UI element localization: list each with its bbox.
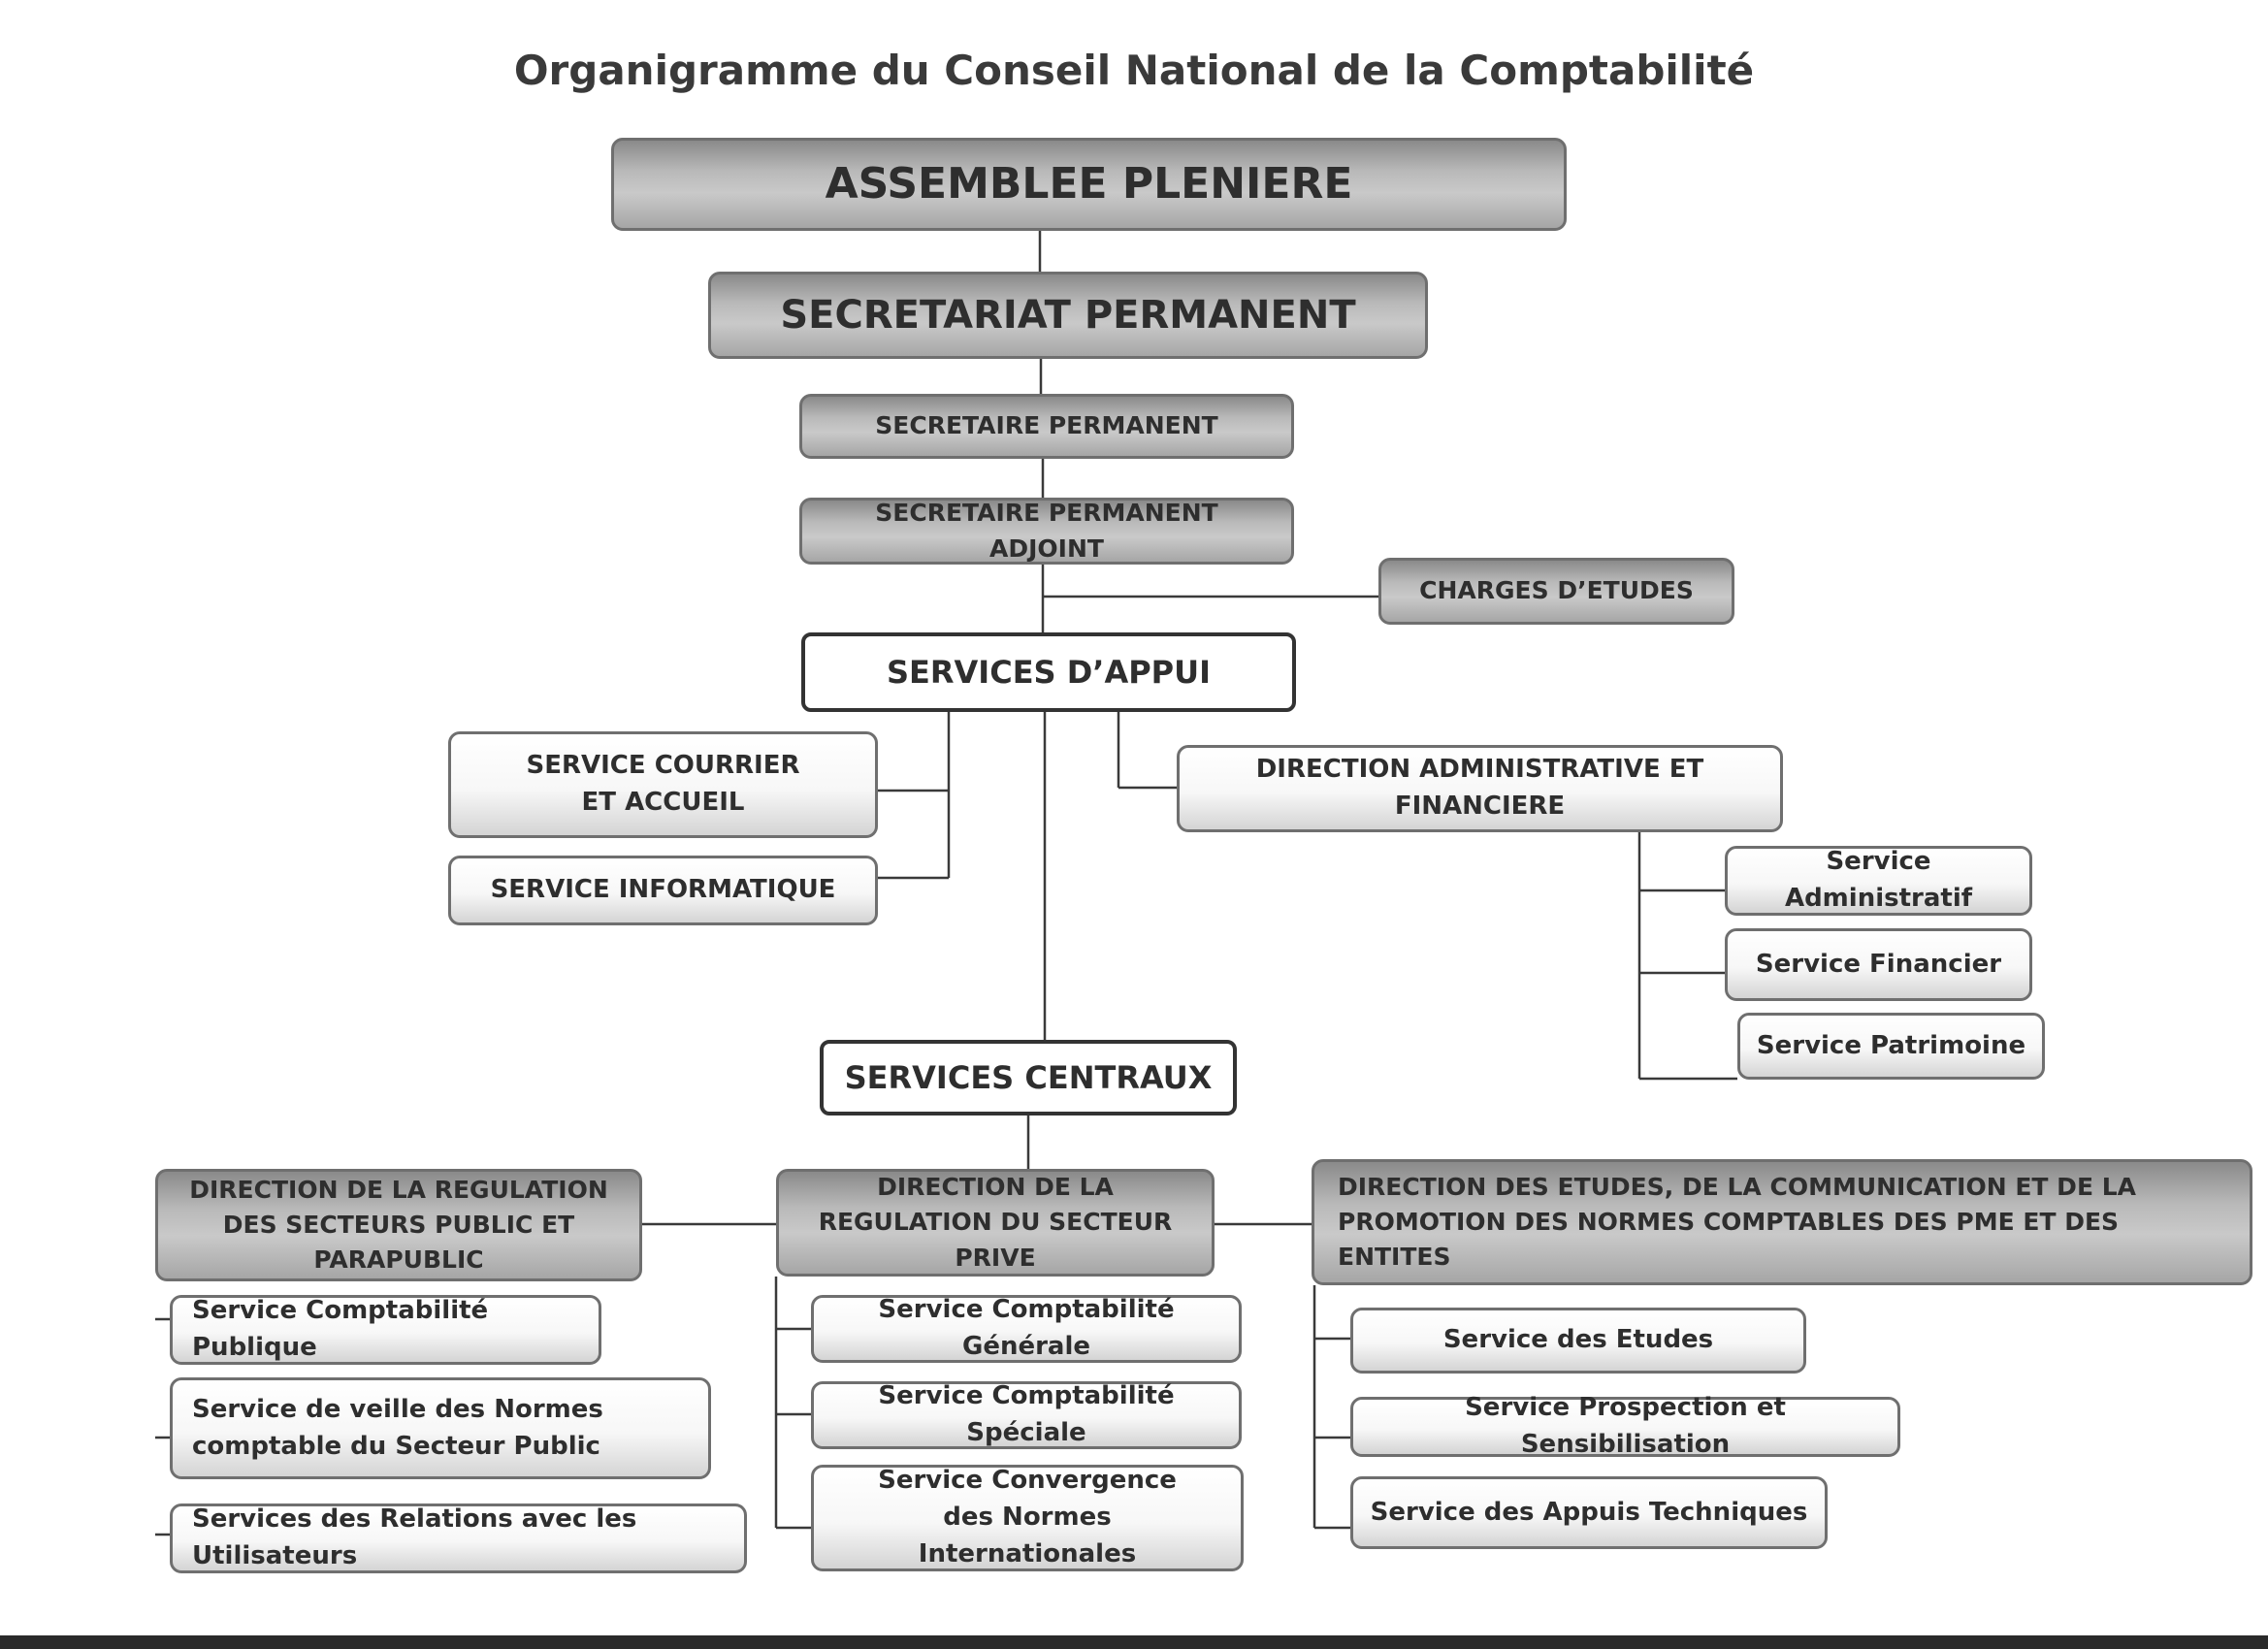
node-service-courrier-accueil: SERVICE COURRIER ET ACCUEIL [448,731,878,838]
node-service-prospection-sensibilisation: Service Prospection et Sensibilisation [1350,1397,1900,1457]
node-charges-etudes: CHARGES D’ETUDES [1378,558,1734,625]
node-service-comptabilite-publique: Service Comptabilité Publique [170,1295,601,1365]
node-services-centraux: SERVICES CENTRAUX [820,1040,1237,1116]
node-service-comptabilite-speciale: Service Comptabilité Spéciale [811,1381,1242,1449]
node-service-convergence-normes-internationales: Service Convergence des Normes Internationales [811,1465,1244,1571]
node-service-administratif: Service Administratif [1725,846,2032,916]
node-secretaire-permanent-adjoint: SECRETAIRE PERMANENT ADJOINT [799,498,1294,565]
page-title: Organigramme du Conseil National de la Comptabilité [513,47,1755,94]
scan-bottom-edge [0,1635,2268,1649]
node-service-appuis-techniques: Service des Appuis Techniques [1350,1476,1828,1549]
node-direction-regulation-secteur-prive: DIRECTION DE LA REGULATION DU SECTEUR PRIVE [776,1169,1215,1277]
node-direction-administrative-financiere: DIRECTION ADMINISTRATIVE ET FINANCIERE [1177,745,1783,832]
node-service-etudes: Service des Etudes [1350,1308,1806,1374]
node-service-comptabilite-generale: Service Comptabilité Générale [811,1295,1242,1363]
node-service-veille-normes-secteur-public: Service de veille des Normes comptable du Secteur Public [170,1377,711,1479]
node-direction-regulation-secteurs-public-parapublic: DIRECTION DE LA REGULATION DES SECTEURS PUBLIC ET PARAPUBLIC [155,1169,642,1281]
node-service-informatique: SERVICE INFORMATIQUE [448,856,878,925]
node-services-appui: SERVICES D’APPUI [801,632,1296,712]
node-services-relations-utilisateurs: Services des Relations avec les Utilisateurs [170,1504,747,1573]
node-service-financier: Service Financier [1725,928,2032,1001]
node-service-patrimoine: Service Patrimoine [1737,1013,2045,1080]
node-direction-etudes-communication-promotion: DIRECTION DES ETUDES, DE LA COMMUNICATION ET DE LA PROMOTION DES NORMES COMPTABLES DES PME ET DES ENTITES [1312,1159,2252,1285]
node-secretaire-permanent: SECRETAIRE PERMANENT [799,394,1294,459]
node-assemblee-pleniere: ASSEMBLEE PLENIERE [611,138,1567,231]
node-secretariat-permanent: SECRETARIAT PERMANENT [708,272,1428,359]
